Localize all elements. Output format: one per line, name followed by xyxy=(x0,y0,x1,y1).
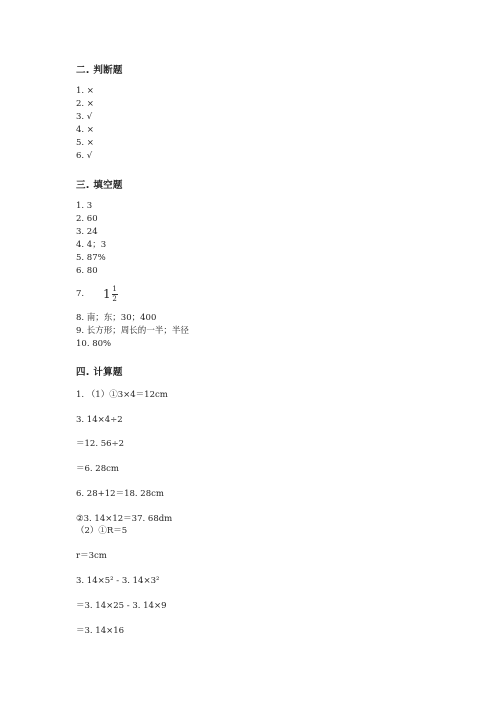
fraction-denominator: 2 xyxy=(112,295,117,303)
judge-answer-1: 1. × xyxy=(76,86,94,96)
judge-answer-3: 3. √ xyxy=(76,112,93,122)
calc-line: 6. 28+12＝18. 28cm xyxy=(76,489,164,499)
fill-answer-1: 1. 3 xyxy=(76,201,93,211)
fill-answer-3: 3. 24 xyxy=(76,227,98,237)
fill-answer-6: 6. 80 xyxy=(76,266,98,276)
calc-line: 1. （1）①3×4＝12cm xyxy=(76,390,168,400)
calc-line: 3. 14×5² - 3. 14×3² xyxy=(76,576,160,586)
fill-answer-10: 10. 80% xyxy=(76,339,112,349)
calc-line: ②3. 14×12＝37. 68dm xyxy=(76,514,173,524)
fill-answer-9: 9. 长方形；周长的一半；半径 xyxy=(76,326,189,336)
fill-answer-5: 5. 87% xyxy=(76,253,106,263)
judge-answer-4: 4. × xyxy=(76,125,94,135)
fill-answer-2: 2. 60 xyxy=(76,214,98,224)
fraction-numerator: 1 xyxy=(112,285,117,293)
fraction xyxy=(112,285,118,303)
judge-answer-5: 5. × xyxy=(76,138,94,148)
calc-line: ＝3. 14×25 - 3. 14×9 xyxy=(76,601,167,611)
mixed-number xyxy=(103,285,118,303)
calc-line: 3. 14×4÷2 xyxy=(76,415,123,425)
section-title-judge: 二. 判断题 xyxy=(76,65,123,76)
fill-answer-8: 8. 南；东；30；400 xyxy=(76,313,157,323)
section-title-calc: 四. 计算题 xyxy=(76,367,123,378)
calc-line: ＝3. 14×16 xyxy=(76,626,125,636)
judge-answer-6: 6. √ xyxy=(76,151,93,161)
calc-line: r＝3cm xyxy=(76,551,107,561)
judge-answer-2: 2. × xyxy=(76,99,94,109)
section-title-fill: 三. 填空题 xyxy=(76,180,123,191)
calc-line: ＝6. 28cm xyxy=(76,464,119,474)
calc-line: （2）①R＝5 xyxy=(76,526,128,536)
fill-answer-4: 4. 4；3 xyxy=(76,240,107,250)
calc-line: ＝12. 56÷2 xyxy=(76,439,125,449)
fill-answer-7-label: 7. xyxy=(76,289,85,299)
mixed-number-whole: 1 xyxy=(103,287,111,301)
